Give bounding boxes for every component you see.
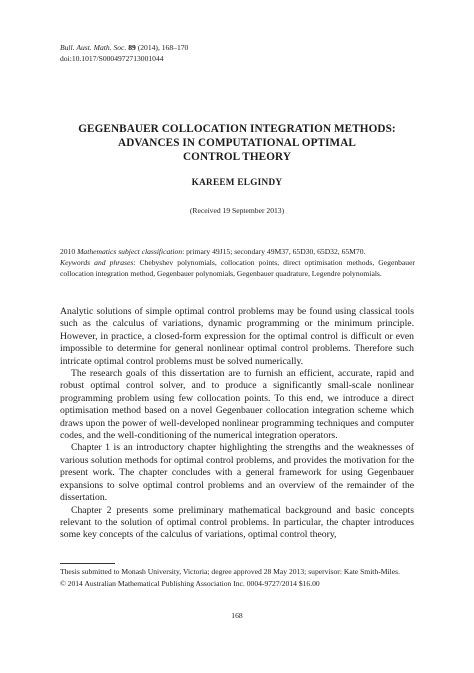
classification-text: : primary 49J15; secondary 49M37, 65D30, 65D32, 65M70.	[182, 247, 366, 256]
received-date: (Received 19 September 2013)	[189, 206, 285, 215]
paper-title	[40, 122, 434, 164]
paragraph: Analytic solutions of simple optimal control problems may be found using classical tools such as the calculus of variations, dynamic programming or the minimum principle. However, in practice, a closed-form expression for the optimal control is difficult or even impossible to determine for general nonlinear optimal control problems. Therefore such intricate optimal control problems must be solved numerically.	[60, 306, 414, 367]
title-line: ADVANCES IN COMPUTATIONAL OPTIMAL	[118, 137, 356, 149]
citation-line	[60, 42, 188, 53]
journal-header	[60, 42, 188, 64]
footnote-rule	[60, 563, 115, 564]
keywords-label: Keywords and phrases	[60, 258, 134, 267]
title-line: CONTROL THEORY	[182, 151, 292, 163]
title-line: GEGENBAUER COLLOCATION INTEGRATION METHODS:	[78, 123, 396, 135]
thesis-note: Thesis submitted to Monash University, Victoria; degree approved 28 May 2013; supervisor: Kate Smith-Miles.	[60, 567, 400, 576]
author-name: KAREEM ELGINDY	[191, 177, 283, 187]
footnotes	[60, 567, 414, 591]
subject-classification	[60, 246, 415, 257]
keywords-text: : Chebyshev polynomials, collocation points, direct optimisation methods, Gegenbauer collocation integration method, Gegenbauer polynomials, Gegenbauer quadrature, Legendre polynomials.	[60, 258, 415, 278]
page-number: 168	[231, 611, 243, 620]
paragraph: Chapter 1 is an introductory chapter highlighting the strengths and the weaknesses of various solution methods for optimal control problems, and provides the motivation for the present work. The chapter concludes with a general framework for using Gegenbauer expansions to solve optimal control problems and an overview of the remainder of the dissertation.	[60, 442, 414, 504]
journal-volume: 89	[128, 43, 136, 52]
classification-label: Mathematics subject classification	[77, 247, 183, 256]
paragraph: The research goals of this dissertation are to furnish an efficient, accurate, rapid and robust optimal control solver, and to produce a significantly small-scale nonlinear programming problem using few collocation points. To this end, we introduce a direct optimisation method based on a novel Gegenbauer collocation integration scheme which draws upon the power of well-developed nonlinear programming techniques and computer codes, and the well-conditioning of the numerical integration operators.	[60, 368, 414, 442]
journal-name: Bull. Aust. Math. Soc.	[60, 43, 127, 52]
copyright-note: © 2014 Australian Mathematical Publishing Association Inc. 0004-9727/2014 $16.00	[60, 579, 320, 588]
doi-line: doi:10.1017/S0004972713001044	[60, 54, 164, 63]
body-text	[60, 306, 414, 542]
classification-year: 2010	[60, 247, 78, 256]
journal-pages: (2014), 168–170	[137, 43, 189, 52]
paragraph: Chapter 2 presents some preliminary mathematical background and basic concepts relevant to the solution of optimal control problems. In particular, the chapter introduces some key concepts of the calculus of variations, optimal control theory,	[60, 504, 414, 541]
keywords	[60, 257, 415, 279]
